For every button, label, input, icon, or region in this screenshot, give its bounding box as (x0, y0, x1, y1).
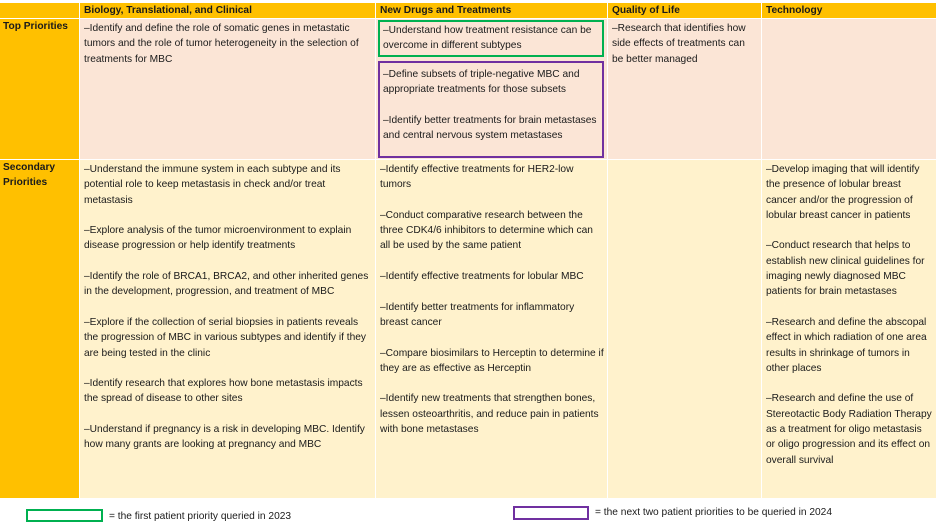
list-item: –Compare biosimilars to Herceptin to determine if they are as effective as Herceptin (380, 347, 604, 374)
list-item: –Research and define the use of Stereotactic Body Radiation Therapy as a treatment for oligo metastasis or oligo progression and its effect on overall survival (766, 393, 932, 466)
list-item: –Understand the immune system in each subtype and its potential role to keep metastasis in check and/or treat metastasis (84, 164, 341, 206)
list-item: –Identify better treatments for inflammatory breast cancer (380, 301, 575, 328)
legend-green-swatch (26, 509, 103, 522)
list-item: –Identify effective treatments for lobular MBC (380, 271, 584, 283)
list-item: –Understand if pregnancy is a risk in developing MBC. Identify how many grants are looking at pregnancy and MBC (84, 424, 365, 451)
column-header-drugs: New Drugs and Treatments (376, 3, 607, 18)
row-label-secondary-priorities (0, 160, 79, 498)
cell-secondary-technology (762, 160, 936, 498)
list-item: –Define subsets of triple-negative MBC and appropriate treatments for those subsets (383, 69, 580, 96)
list-item: –Explore if the collection of serial biopsies in patients reveals the progression of MBC in various subtypes and identify if they are being tested in the clinic (84, 316, 367, 359)
list-item: –Identify effective treatments for HER2-low tumors (380, 164, 574, 191)
list-item: –Research and define the abscopal effect in which radiation of one area results in shrinkage of tumors in other places (766, 316, 927, 374)
row-label-top-priorities (0, 19, 79, 159)
cell-top-technology (762, 19, 936, 159)
column-header-technology: Technology (762, 3, 936, 18)
cell-top-drugs (376, 19, 607, 159)
row-label-text: Top Priorities (3, 21, 68, 32)
column-header-biology: Biology, Translational, and Clinical (80, 3, 375, 18)
list-item: –Understand how treatment resistance can be overcome in different subtypes (383, 25, 592, 52)
corner-header (0, 3, 79, 18)
column-header-quality-of-life: Quality of Life (608, 3, 761, 18)
list-item: –Identify research that explores how bone metastasis impacts the spread of disease to other sites (84, 378, 363, 405)
purple-highlight-box (378, 61, 604, 158)
green-highlight-box (378, 20, 604, 57)
list-item: –Conduct research that helps to establish new clinical guidelines for imaging newly diagnosed MBC patients for brain metastases (766, 240, 925, 298)
row-label-text-line1: Secondary (3, 162, 56, 173)
cell-top-quality-of-life (608, 19, 761, 159)
list-item: –Identify new treatments that strengthen bones, lessen osteoarthritis, and reduce pain in patients with bone metastases (380, 393, 599, 436)
list-item: –Identify better treatments for brain metastases and central nervous system metastases (383, 114, 597, 142)
list-item: –Research that identifies how side effects of treatments can be better managed (612, 23, 746, 65)
cell-secondary-quality-of-life (608, 160, 761, 498)
list-item: –Explore analysis of the tumor microenvironment to explain disease progression or help identify treatments (84, 225, 352, 252)
legend-purple-label: = the next two patient priorities to be queried in 2024 (595, 507, 833, 518)
list-item: –Identify the role of BRCA1, BRCA2, and other inherited genes in the development, progression, and treatment of MBC (84, 271, 369, 298)
list-item: –Identify and define the role of somatic genes in metastatic tumors and the role of tumor heterogeneity in the selection of treatments for MBC (84, 23, 359, 65)
cell-secondary-drugs (376, 160, 607, 498)
list-item: –Conduct comparative research between the three CDK4/6 inhibitors to determine which can all be used by the same patient (380, 209, 593, 252)
cell-top-biology (80, 19, 375, 159)
list-item: –Develop imaging that will identify the presence of lobular breast cancer and/or the progression of lobular breast cancer in patients (766, 164, 920, 221)
cell-secondary-biology (80, 160, 375, 498)
legend-green-label: = the first patient priority queried in 2023 (109, 511, 292, 522)
row-label-text-line2: Priorities (3, 177, 48, 188)
legend-purple-swatch (513, 506, 589, 520)
